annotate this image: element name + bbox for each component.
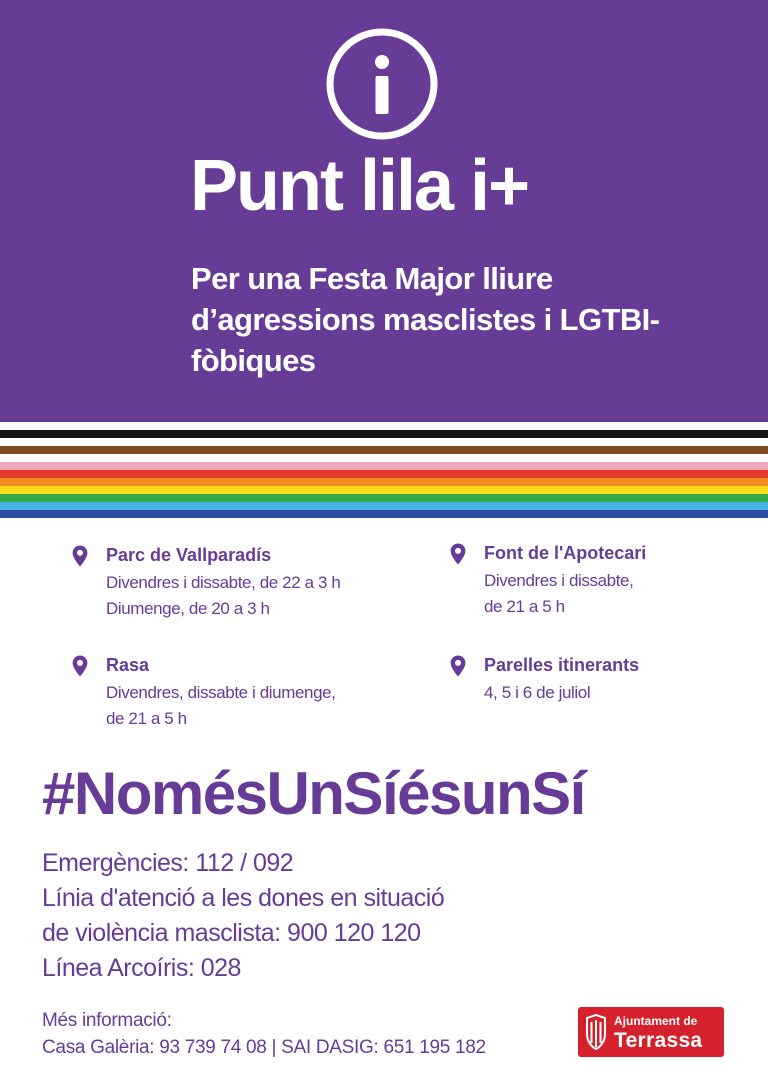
pride-stripe	[0, 502, 768, 510]
hashtag: #NomésUnSíésunSí	[42, 760, 585, 827]
header-banner	[0, 0, 768, 422]
contact-rainbow-line: Línea Arcoíris: 028	[42, 954, 241, 982]
page-title: Punt lila i+	[190, 146, 529, 226]
pride-stripe	[0, 462, 768, 470]
location-schedule: Divendres i dissabte, de 22 a 3 h	[106, 573, 341, 592]
location-pin-icon	[72, 655, 88, 677]
pride-stripe	[0, 438, 768, 446]
location-pin-icon	[72, 545, 88, 567]
contact-emergencies: Emergències: 112 / 092	[42, 849, 294, 877]
pride-stripe	[0, 478, 768, 486]
location-schedule: Diumenge, de 20 a 3 h	[106, 599, 270, 618]
contact-women-helpline-number: de violència masclista: 900 120 120	[42, 919, 421, 947]
location-schedule: 4, 5 i 6 de juliol	[484, 683, 591, 702]
pride-stripe	[0, 510, 768, 518]
more-info-label: Més informació:	[42, 1010, 172, 1031]
contact-list	[42, 846, 444, 986]
pride-stripe	[0, 430, 768, 438]
more-info	[42, 1007, 486, 1061]
location-name: Rasa	[106, 655, 150, 675]
coat-of-arms-icon	[584, 1014, 608, 1050]
location-name: Font de l'Apotecari	[484, 543, 647, 563]
pride-stripe	[0, 454, 768, 462]
logo-text-bottom: Terrassa	[614, 1029, 703, 1052]
pride-stripe	[0, 422, 768, 430]
location-pin-icon	[450, 655, 466, 677]
location-schedule: de 21 a 5 h	[484, 597, 565, 616]
location-name: Parelles itinerants	[484, 655, 640, 675]
pride-stripe	[0, 470, 768, 478]
location-pin-icon	[450, 543, 466, 565]
pride-flag-stripes	[0, 422, 768, 510]
more-info-phones: Casa Galèria: 93 739 74 08 | SAI DASIG: 651 195 182	[42, 1037, 486, 1058]
contact-women-helpline: Línia d'atenció a les dones en situació	[42, 884, 445, 912]
pride-stripe	[0, 486, 768, 494]
location-schedule: de 21 a 5 h	[106, 709, 187, 728]
location-name: Parc de Vallparadís	[106, 545, 272, 565]
pride-stripe	[0, 494, 768, 502]
page-subtitle: Per una Festa Major lliure d’agressions masclistes i LGTBI-fòbiques	[191, 261, 660, 378]
pride-stripe	[0, 446, 768, 454]
ajuntament-terrassa-logo	[578, 1007, 724, 1057]
info-circle-icon	[325, 27, 439, 141]
logo-text-top: Ajuntament de	[614, 1014, 698, 1028]
location-schedule: Divendres, dissabte i diumenge,	[106, 683, 336, 702]
location-schedule: Divendres i dissabte,	[484, 571, 634, 590]
